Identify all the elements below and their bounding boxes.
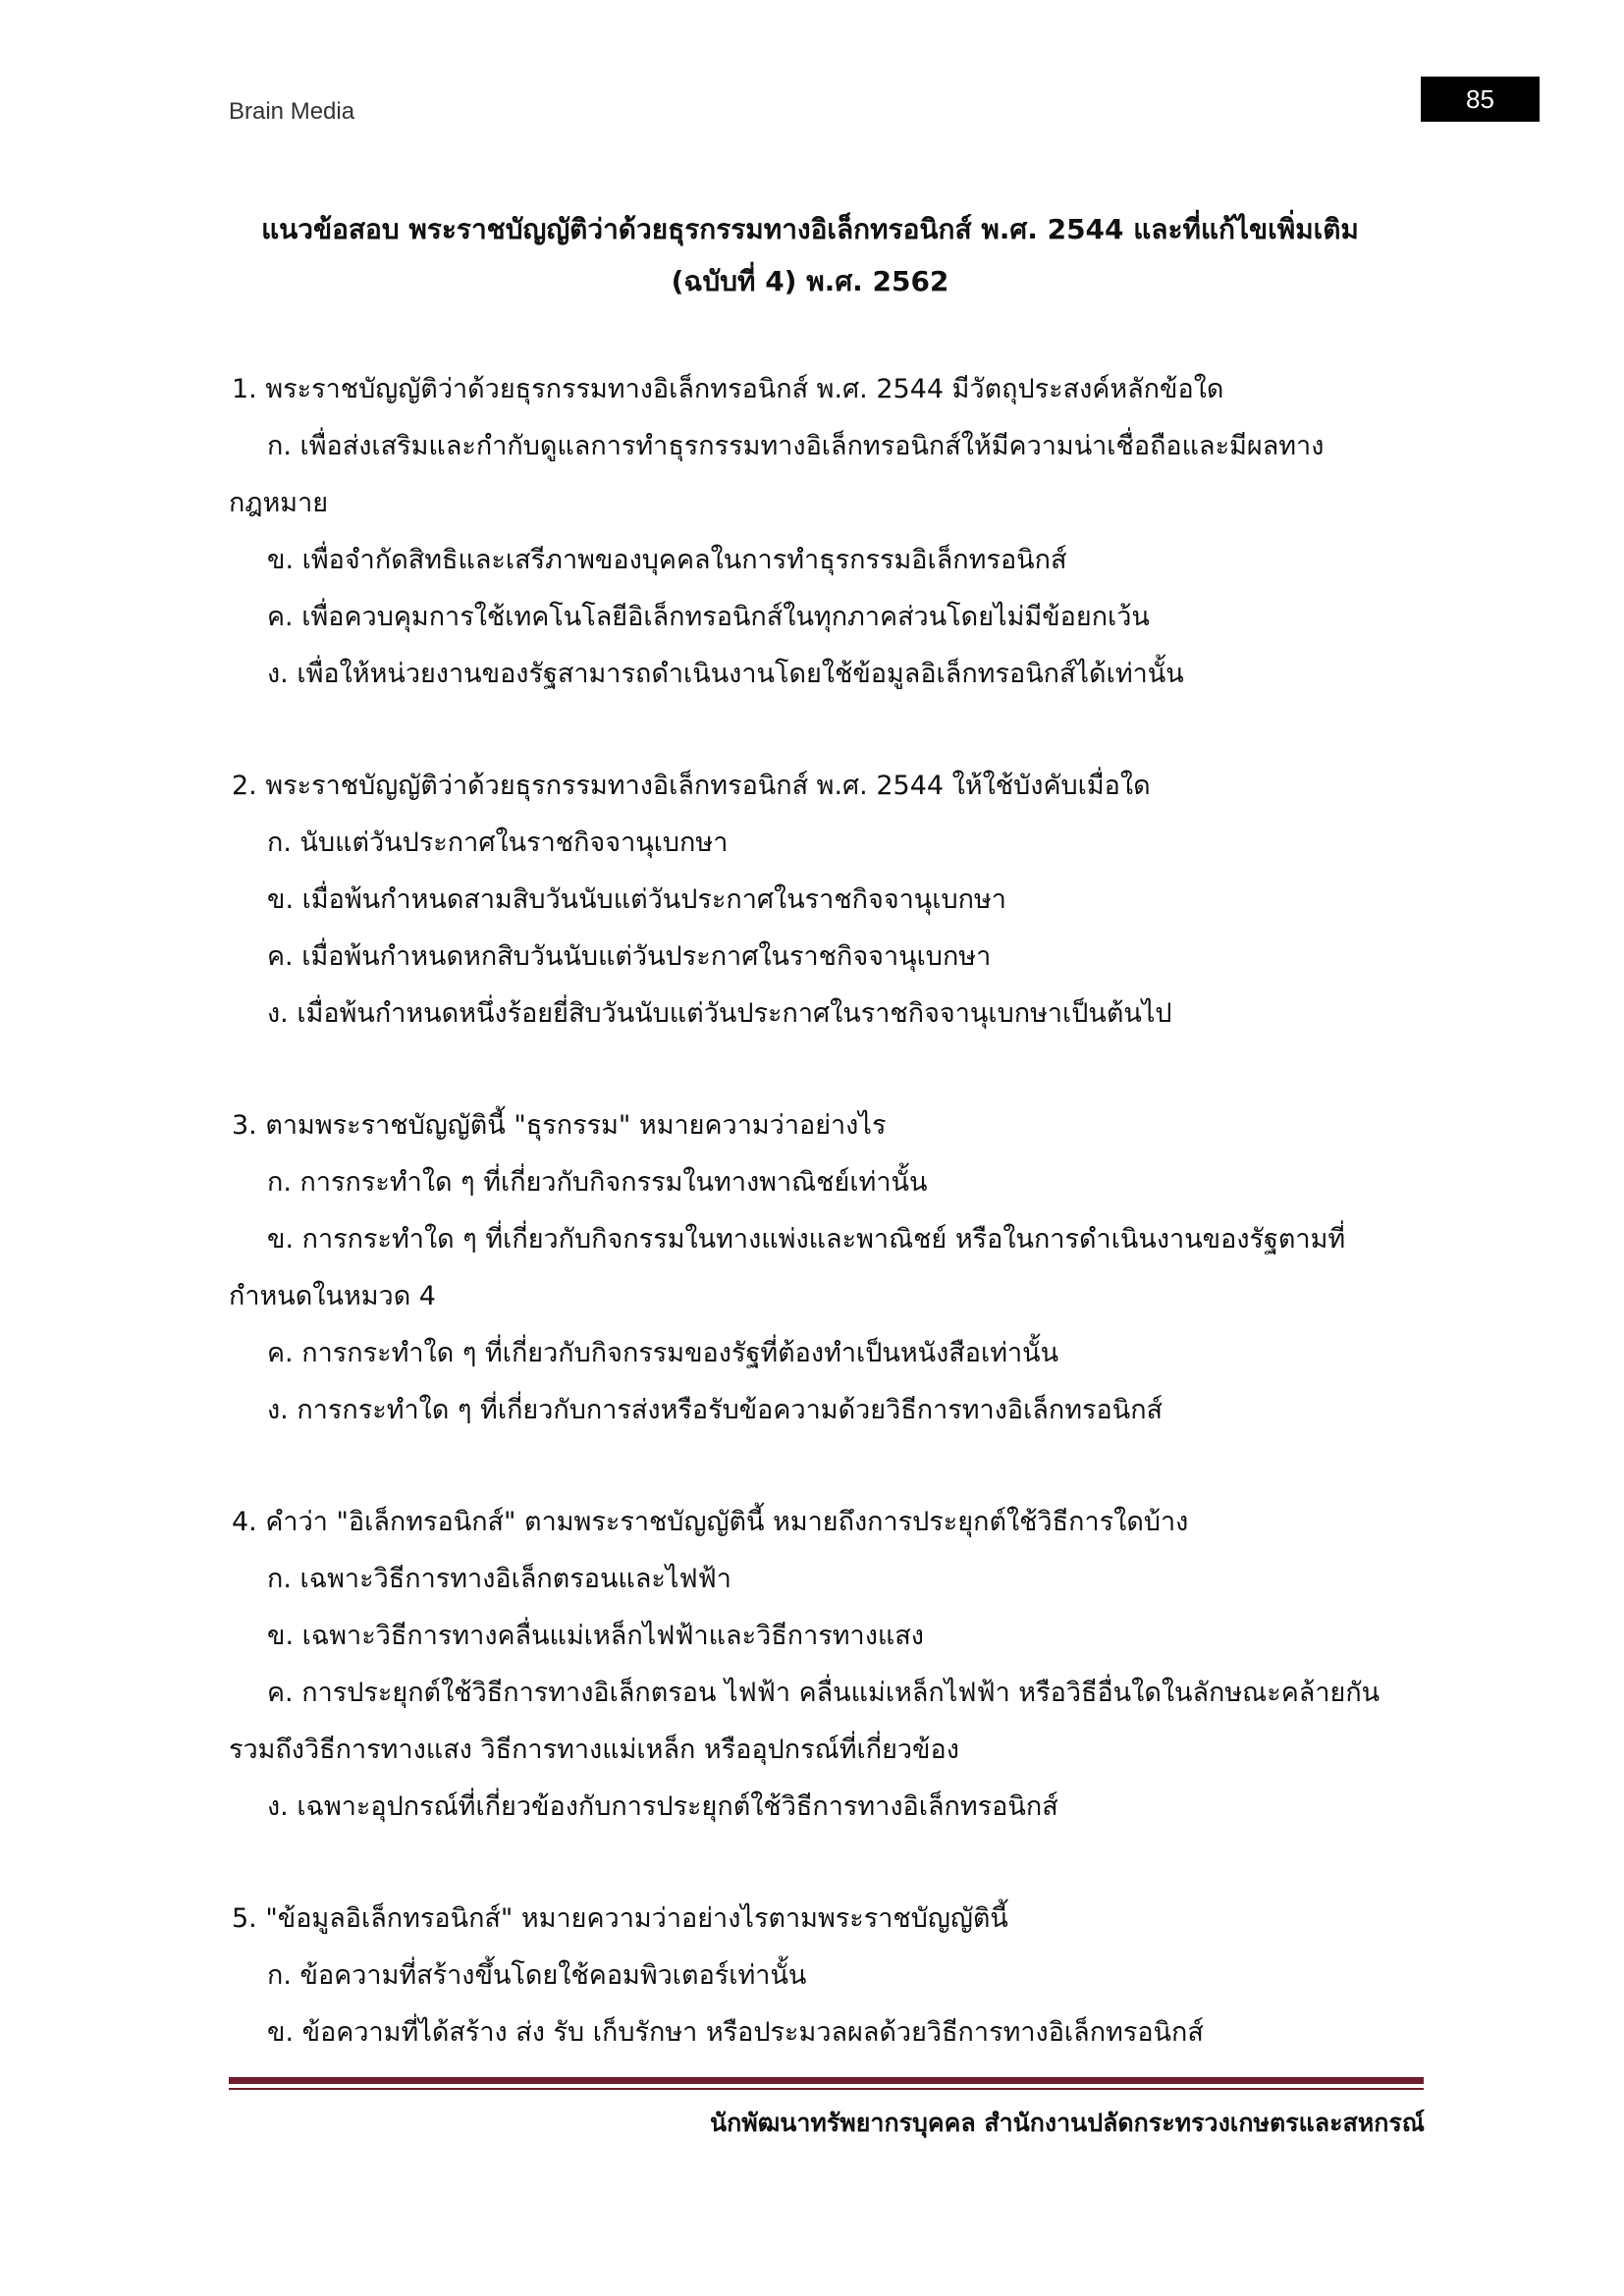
question-1-option-a: ก. เพื่อส่งเสริมและกำกับดูแลการทำธุรกรรมทางอิเล็กทรอนิกส์ให้มีความน่าเชื่อถือและมีผลทาง [267, 431, 1325, 461]
question-4-option-c-continuation: รวมถึงวิธีการทางแสง วิธีการทางแม่เหล็ก หรืออุปกรณ์ที่เกี่ยวข้อง [229, 1735, 959, 1765]
header-brand: Brain Media [229, 98, 355, 125]
question-4-option-b: ข. เฉพาะวิธีการทางคลื่นแม่เหล็กไฟฟ้าและวิธีการทางแสง [267, 1621, 924, 1651]
footer-text: นักพัฒนาทรัพยากรบุคคล สำนักงานปลัดกระทรวงเกษตรและสหกรณ์ [709, 2109, 1425, 2137]
page-number: 85 [1466, 83, 1494, 114]
question-5: 5. "ข้อมูลอิเล็กทรอนิกส์" หมายความว่าอย่างไรตามพระราชบัญญัตินี้ [232, 1903, 1008, 1934]
question-4-option-a: ก. เฉพาะวิธีการทางอิเล็กตรอนและไฟฟ้า [267, 1564, 731, 1594]
question-1-option-b: ข. เพื่อจำกัดสิทธิและเสรีภาพของบุคคลในการทำธุรกรรมอิเล็กทรอนิกส์ [267, 545, 1067, 575]
question-4-option-d: ง. เฉพาะอุปกรณ์ที่เกี่ยวข้องกับการประยุกต์ใช้วิธีการทางอิเล็กทรอนิกส์ [267, 1791, 1058, 1822]
question-3-option-a: ก. การกระทำใด ๆ ที่เกี่ยวกับกิจกรรมในทางพาณิชย์เท่านั้น [267, 1167, 928, 1198]
question-1: 1. พระราชบัญญัติว่าด้วยธุรกรรมทางอิเล็กทรอนิกส์ พ.ศ. 2544 มีวัตถุประสงค์หลักข้อใด [232, 374, 1224, 404]
question-1-option-a-continuation: กฎหมาย [229, 488, 329, 518]
document-title-line2: (ฉบับที่ 4) พ.ศ. 2562 [671, 265, 949, 297]
page-number-box [1421, 77, 1540, 122]
question-3-option-c: ค. การกระทำใด ๆ ที่เกี่ยวกับกิจกรรมของรัฐที่ต้องทำเป็นหนังสือเท่านั้น [267, 1338, 1059, 1368]
question-1-option-d: ง. เพื่อให้หน่วยงานของรัฐสามารถดำเนินงานโดยใช้ข้อมูลอิเล็กทรอนิกส์ได้เท่านั้น [267, 659, 1184, 689]
question-5-option-a: ก. ข้อความที่สร้างขึ้นโดยใช้คอมพิวเตอร์เท่านั้น [267, 1960, 807, 1991]
question-3-option-b: ข. การกระทำใด ๆ ที่เกี่ยวกับกิจกรรมในทางแพ่งและพาณิชย์ หรือในการดำเนินงานของรัฐตามที่ [267, 1224, 1346, 1255]
document-title-line1: แนวข้อสอบ พระราชบัญญัติว่าด้วยธุรกรรมทางอิเล็กทรอนิกส์ พ.ศ. 2544 และที่แก้ไขเพิ่มเติม [261, 213, 1359, 245]
question-3-option-b-continuation: กำหนดในหมวด 4 [229, 1281, 436, 1311]
question-2: 2. พระราชบัญญัติว่าด้วยธุรกรรมทางอิเล็กทรอนิกส์ พ.ศ. 2544 ให้ใช้บังคับเมื่อใด [232, 771, 1151, 801]
question-4-option-c: ค. การประยุกต์ใช้วิธีการทางอิเล็กตรอน ไฟฟ้า คลื่นแม่เหล็กไฟฟ้า หรือวิธีอื่นใดในลักษณะคล้ายกัน [267, 1678, 1380, 1708]
footer-rule-thick [229, 2077, 1424, 2084]
question-2-option-b: ข. เมื่อพ้นกำหนดสามสิบวันนับแต่วันประกาศในราชกิจจานุเบกษา [267, 884, 1006, 915]
question-2-option-c: ค. เมื่อพ้นกำหนดหกสิบวันนับแต่วันประกาศในราชกิจจานุเบกษา [267, 941, 992, 972]
question-3: 3. ตามพระราชบัญญัตินี้ "ธุรกรรม" หมายความว่าอย่างไร [232, 1110, 887, 1141]
question-2-option-d: ง. เมื่อพ้นกำหนดหนึ่งร้อยยี่สิบวันนับแต่วันประกาศในราชกิจจานุเบกษาเป็นต้นไป [267, 998, 1172, 1029]
question-4: 4. คำว่า "อิเล็กทรอนิกส์" ตามพระราชบัญญัตินี้ หมายถึงการประยุกต์ใช้วิธีการใดบ้าง [232, 1507, 1189, 1537]
question-1-option-c: ค. เพื่อควบคุมการใช้เทคโนโลยีอิเล็กทรอนิกส์ในทุกภาคส่วนโดยไม่มีข้อยกเว้น [267, 602, 1150, 632]
footer-rule-thin [229, 2088, 1424, 2090]
question-2-option-a: ก. นับแต่วันประกาศในราชกิจจานุเบกษา [267, 828, 729, 858]
question-3-option-d: ง. การกระทำใด ๆ ที่เกี่ยวกับการส่งหรือรับข้อความด้วยวิธีการทางอิเล็กทรอนิกส์ [267, 1395, 1164, 1425]
question-5-option-b: ข. ข้อความที่ได้สร้าง ส่ง รับ เก็บรักษา หรือประมวลผลด้วยวิธีการทางอิเล็กทรอนิกส์ [267, 2017, 1204, 2048]
